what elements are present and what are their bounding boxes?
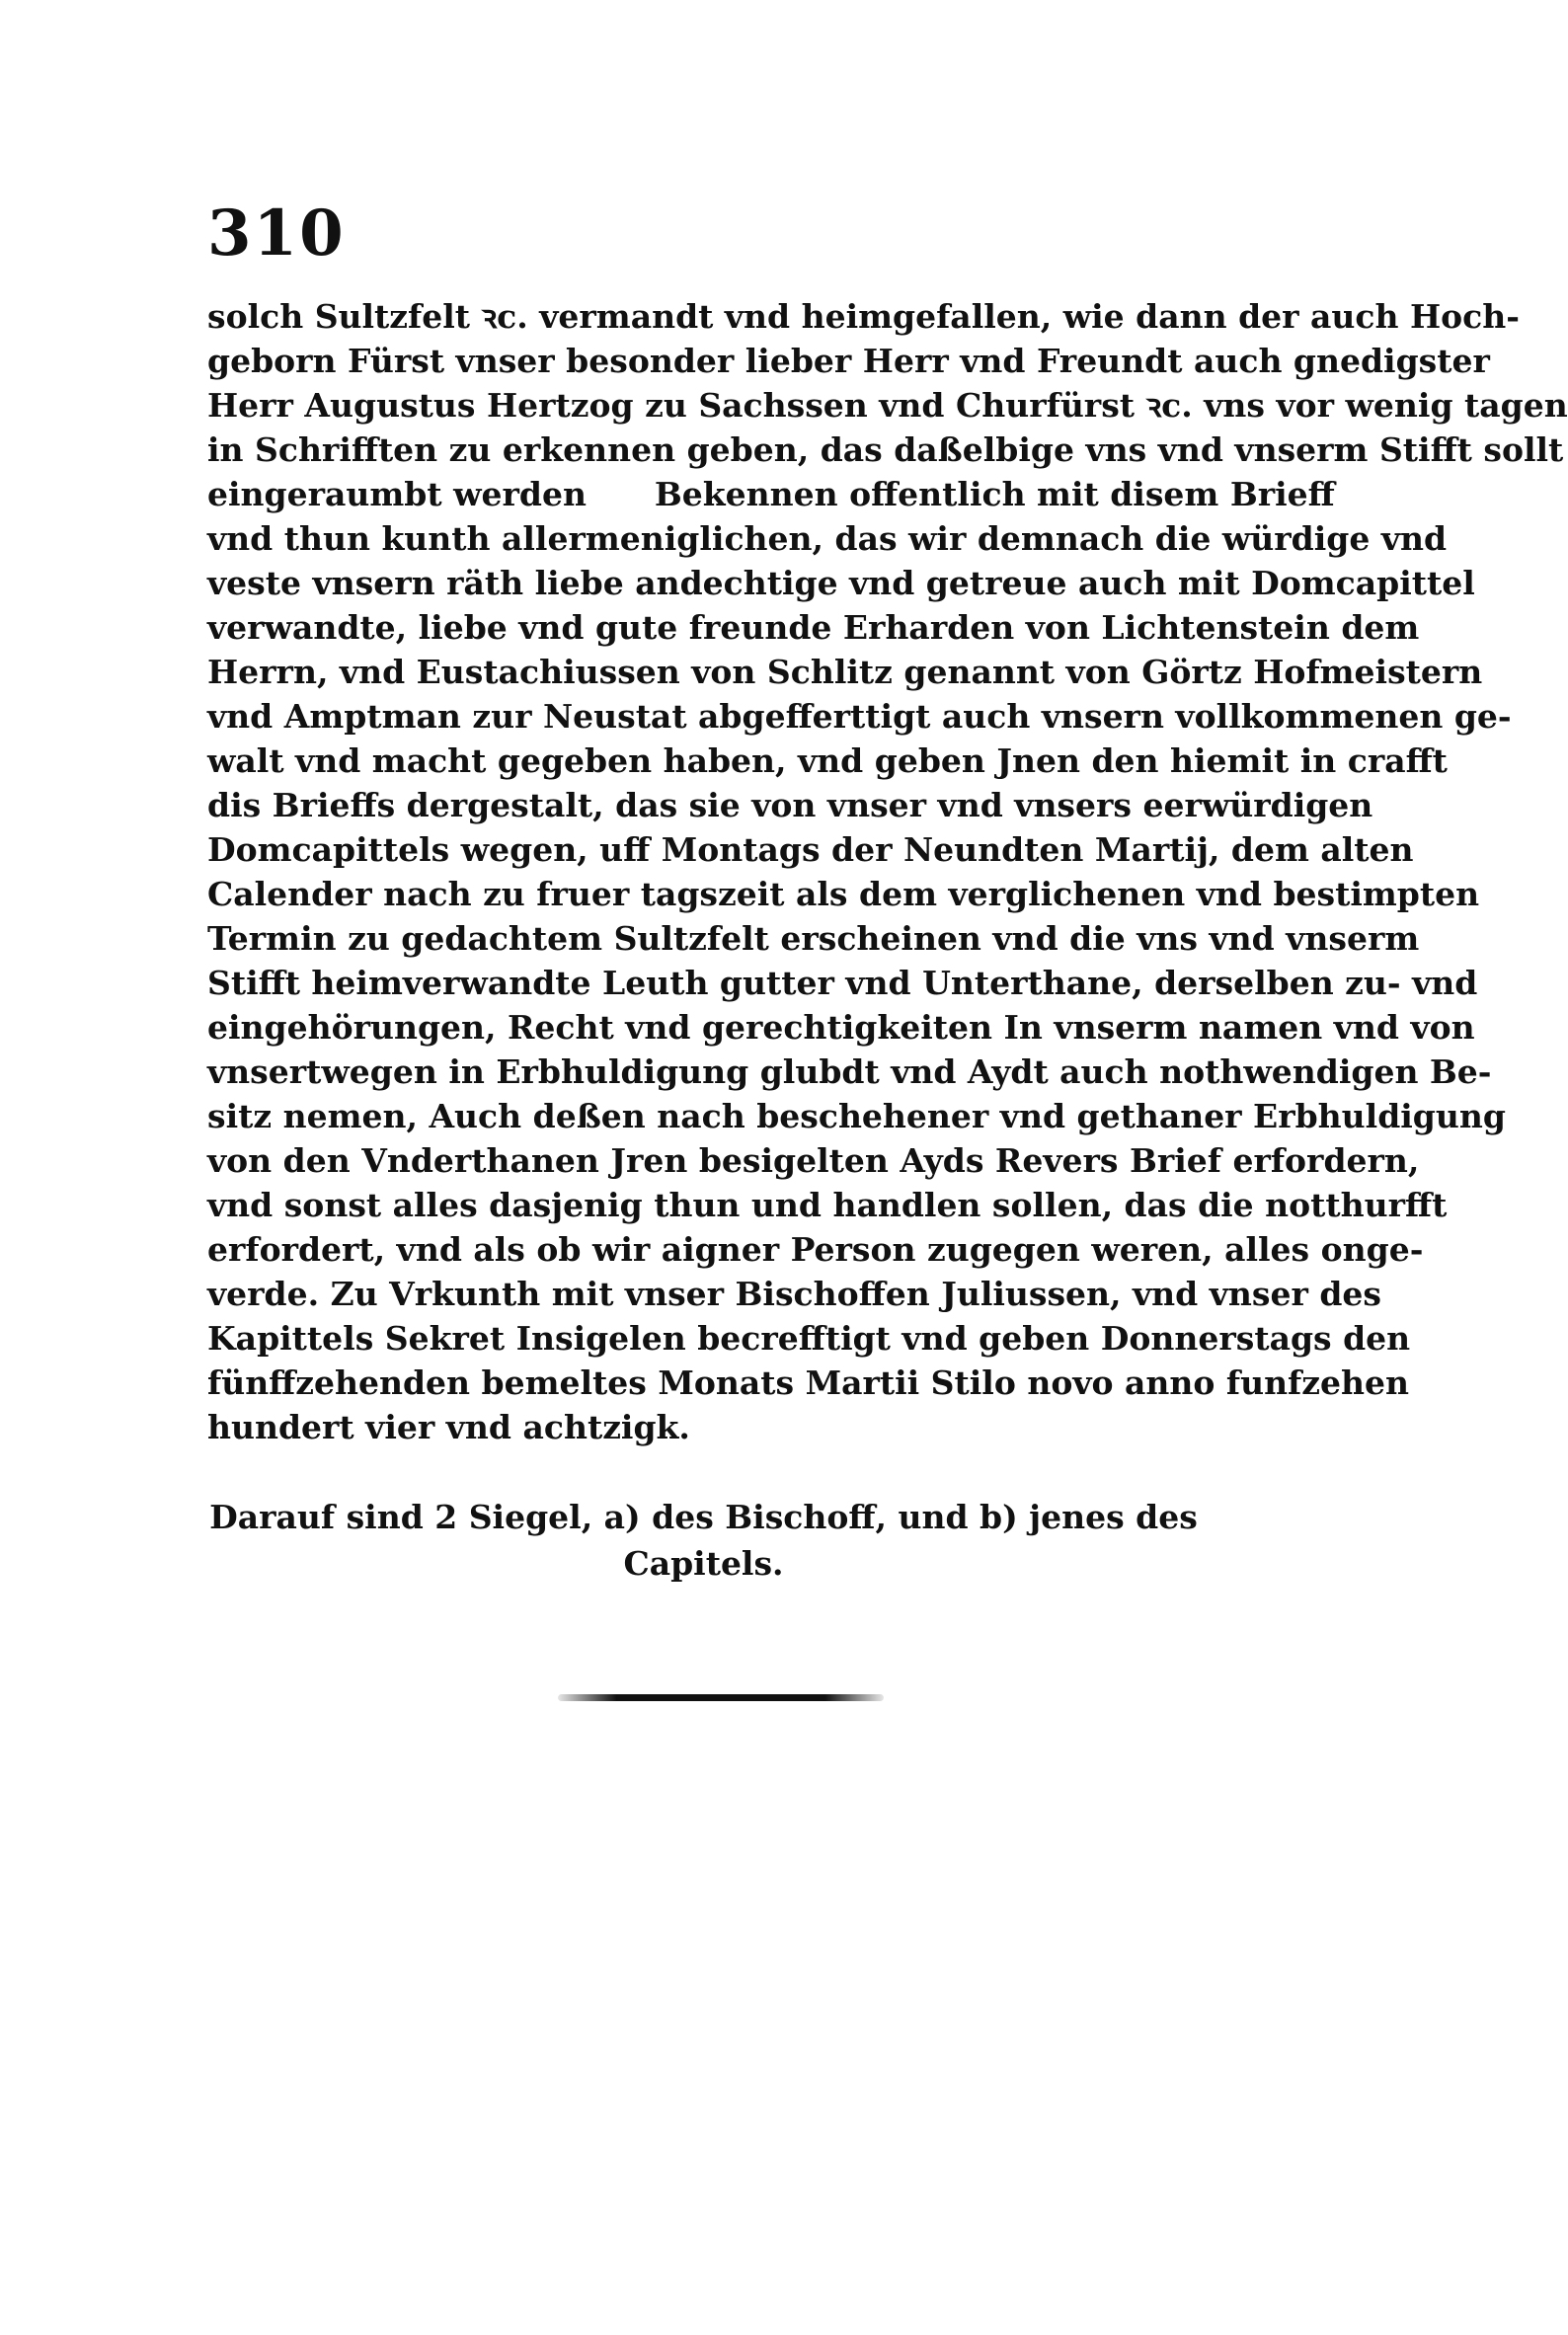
text-line: veste vnsern räth liebe andechtige vnd getreue auch mit Domcapittel <box>207 564 1475 602</box>
note-line: Capitels. <box>623 1544 784 1583</box>
text-line: in Schrifften zu erkennen geben, das daßelbige vns vnd vnserm Stifft sollt <box>207 430 1564 469</box>
document-body <box>207 294 1568 1449</box>
page-number: 310 <box>207 196 346 271</box>
text-line: dis Brieffs dergestalt, das sie von vnser vnd vnsers eerwürdigen <box>207 786 1373 824</box>
text-line: walt vnd macht gegeben haben, vnd geben Jnen den hiemit in crafft <box>207 741 1448 780</box>
text-line: Kapittels Sekret Insigelen becrefftigt vnd geben Donnerstags den <box>207 1319 1411 1358</box>
text-line: hundert vier vnd achtzigk. <box>207 1408 690 1446</box>
text-line: Domcapittels wegen, uff Montags der Neundten Martij, dem alten <box>207 830 1414 869</box>
text-line: eingeraumbt werden Bekennen offentlich mit disem Brieff <box>207 475 1335 513</box>
text-line: vnd sonst alles dasjenig thun und handlen sollen, das die notthurfft <box>207 1186 1448 1224</box>
text-line: vnd Amptman zur Neustat abgefferttigt auch vnsern vollkommenen ge- <box>207 697 1512 736</box>
text-line: Termin zu gedachtem Sultzfelt erscheinen vnd die vns vnd vnserm <box>207 919 1420 958</box>
text-line: verwandte, liebe vnd gute freunde Erharden von Lichtenstein dem <box>207 608 1420 647</box>
text-line: Stifft heimverwandte Leuth gutter vnd Unterthane, derselben zu- vnd <box>207 964 1478 1002</box>
text-line: fünffzehenden bemeltes Monats Martii Stilo novo anno funfzehen <box>207 1363 1409 1402</box>
text-line: geborn Fürst vnser besonder lieber Herr vnd Freundt auch gnedigster <box>207 342 1490 380</box>
text-line: Herr Augustus Hertzog zu Sachssen vnd Churfürst ꝛc. vns vor wenig tagen <box>207 386 1568 425</box>
text-line: verde. Zu Vrkunth mit vnser Bischoffen Juliussen, vnd vnser des <box>207 1275 1381 1313</box>
text-line: solch Sultzfelt ꝛc. vermandt vnd heimgefallen, wie dann der auch Hoch- <box>207 297 1520 336</box>
text-line: vnsertwegen in Erbhuldigung glubdt vnd Aydt auch nothwendigen Be- <box>207 1052 1492 1091</box>
text-line: sitz nemen, Auch deßen nach beschehener vnd gethaner Erbhuldigung <box>207 1097 1506 1135</box>
seal-note <box>207 1494 1200 1587</box>
note-line: Darauf sind 2 Siegel, a) des Bischoff, und b) jenes des <box>209 1498 1198 1536</box>
text-line: vnd thun kunth allermeniglichen, das wir demnach die würdige vnd <box>207 519 1448 558</box>
closing-rule <box>558 1694 884 1701</box>
text-line: eingehörungen, Recht vnd gerechtigkeiten In vnserm namen vnd von <box>207 1008 1475 1047</box>
text-line: erfordert, vnd als ob wir aigner Person zugegen weren, alles onge- <box>207 1230 1424 1269</box>
text-line: Herrn, vnd Eustachiussen von Schlitz genannt von Görtz Hofmeistern <box>207 653 1483 691</box>
text-line: Calender nach zu fruer tagszeit als dem verglichenen vnd bestimpten <box>207 875 1480 913</box>
text-line: von den Vnderthanen Jren besigelten Ayds Revers Brief erfordern, <box>207 1141 1420 1180</box>
